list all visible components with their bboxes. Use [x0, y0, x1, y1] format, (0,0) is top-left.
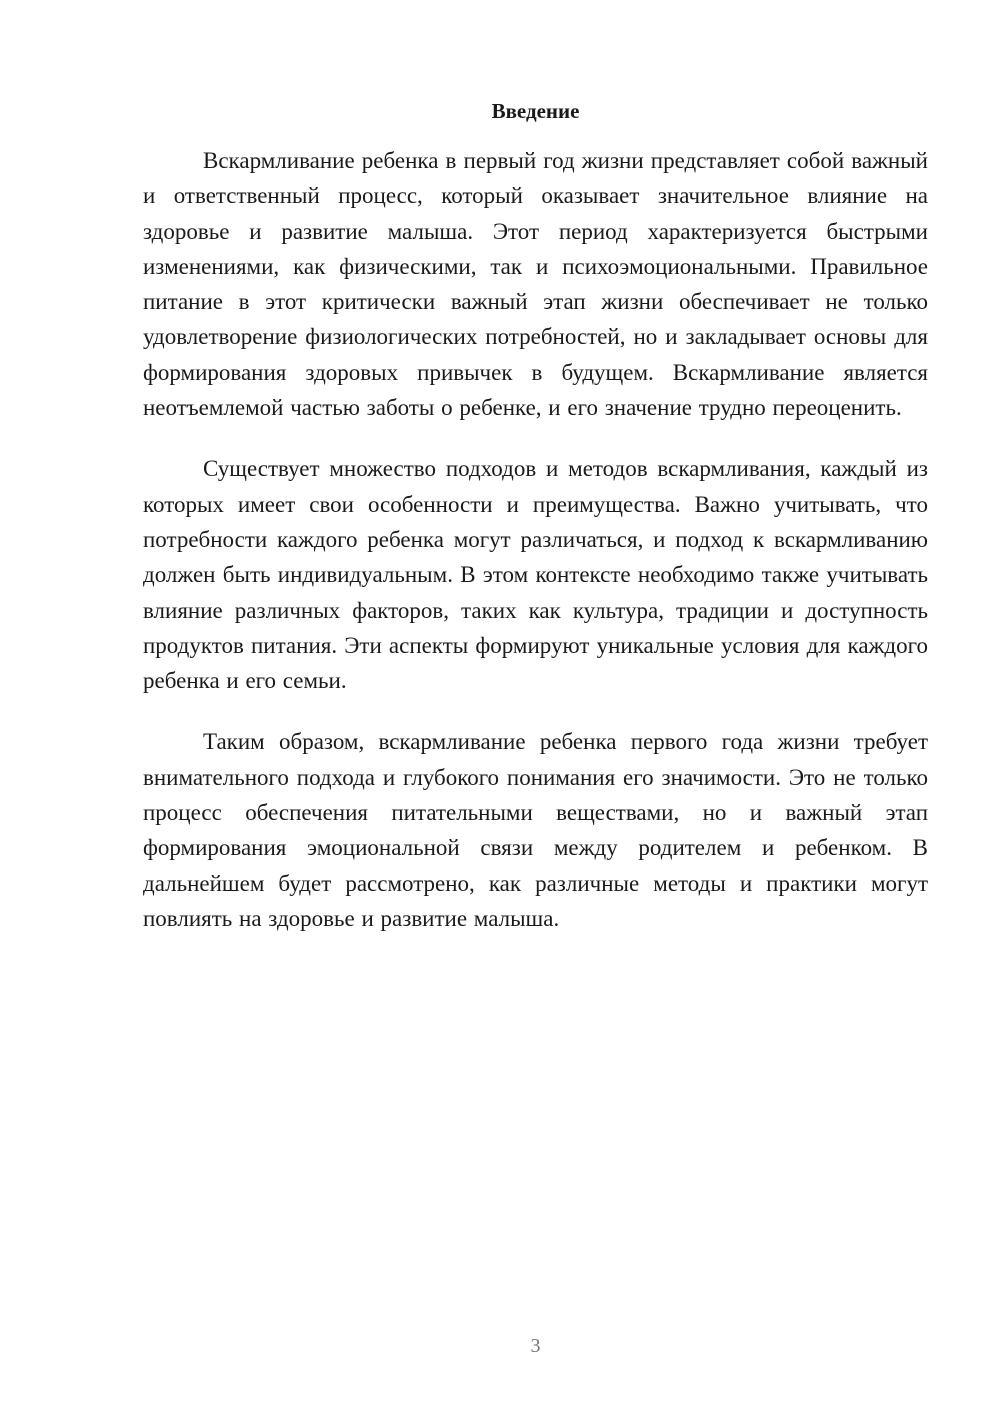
page-number: 3: [530, 1335, 541, 1357]
paragraph-intro: Вскармливание ребенка в первый год жизни представляет собой важный и ответственный процесс, который оказывает значительное влияние на здоровье и развитие малыша. Этот период характеризуется быстрыми изменениями, как физическими, так и психоэмоциональными. Правильное питание в этот критически важный этап жизни обеспечивает не только удовлетворение физиологических потребностей, но и закладывает основы для формирования здоровых привычек в будущем. Вскармливание является неотъемлемой частью заботы о ребенке, и его значение трудно переоценить.: [143, 148, 928, 421]
paragraph-conclusion: Таким образом, вскармливание ребенка первого года жизни требует внимательного подхода и глубокого понимания его значимости. Это не только процесс обеспечения питательными веществами, но и важный этап формирования эмоциональной связи между родителем и ребенком. В дальнейшем будет рассмотрено, как различные методы и практики могут повлиять на здоровье и развитие малыша.: [143, 729, 928, 931]
page-title: Введение: [491, 99, 580, 123]
paragraph-approaches: Существует множество подходов и методов вскармливания, каждый из которых имеет свои особенности и преимущества. Важно учитывать, что потребности каждого ребенка могут различаться, и подход к вскармливанию должен быть индивидуальным. В этом контексте необходимо также учитывать влияние различных факторов, таких как культура, традиции и доступность продуктов питания. Эти аспекты формируют уникальные условия для каждого ребенка и его семьи.: [143, 456, 928, 694]
document-body: [143, 143, 928, 962]
